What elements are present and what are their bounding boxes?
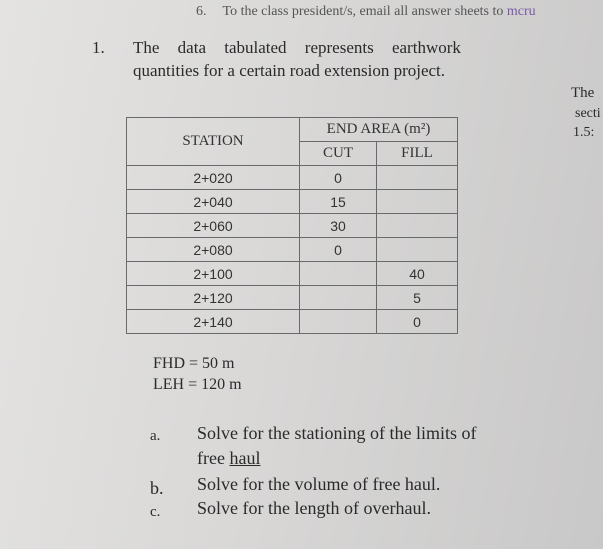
station-cell: 2+060 bbox=[127, 214, 300, 238]
question-text-line2: quantities for a certain road extension project. bbox=[133, 61, 446, 80]
task-a-line2 bbox=[197, 448, 260, 469]
task-a-line2-underlined: haul bbox=[229, 448, 261, 468]
fill-cell: 0 bbox=[377, 310, 458, 334]
table-header-row bbox=[127, 118, 458, 142]
cut-cell: 0 bbox=[300, 238, 377, 262]
cut-cell: 15 bbox=[300, 190, 377, 214]
fill-cell bbox=[377, 238, 458, 262]
cut-cell bbox=[300, 286, 377, 310]
instruction-line bbox=[196, 4, 536, 20]
question-number: 1. bbox=[92, 38, 105, 57]
cut-cell bbox=[300, 262, 377, 286]
fill-cell bbox=[377, 214, 458, 238]
station-cell: 2+120 bbox=[127, 286, 300, 310]
instruction-text: To the class president/s, email all answer sheets to bbox=[222, 4, 507, 19]
fill-header: FILL bbox=[377, 142, 458, 166]
station-cell: 2+140 bbox=[127, 310, 300, 334]
task-c-label: c. bbox=[150, 504, 161, 520]
end-area-header: END AREA (m²) bbox=[300, 118, 458, 142]
station-header: STATION bbox=[127, 118, 300, 166]
task-a-line2-prefix: free bbox=[197, 448, 230, 468]
given-leh: LEH = 120 m bbox=[153, 376, 242, 393]
fill-cell bbox=[377, 166, 458, 190]
task-a-line1: Solve for the stationing of the limits of bbox=[197, 423, 477, 443]
task-c-text: Solve for the length of overhaul. bbox=[197, 498, 431, 518]
side-text-line2: secti bbox=[575, 106, 601, 121]
table-row bbox=[127, 190, 458, 214]
station-cell: 2+040 bbox=[127, 190, 300, 214]
given-fhd: FHD = 50 m bbox=[153, 355, 235, 372]
earthwork-table bbox=[126, 117, 458, 334]
cut-cell: 30 bbox=[300, 214, 377, 238]
station-cell: 2+080 bbox=[127, 238, 300, 262]
cut-header: CUT bbox=[300, 142, 377, 166]
table-row bbox=[127, 214, 458, 238]
fill-cell bbox=[377, 190, 458, 214]
station-cell: 2+100 bbox=[127, 262, 300, 286]
fill-cell: 40 bbox=[377, 262, 458, 286]
task-b-label: b. bbox=[150, 478, 164, 498]
email-link[interactable]: mcru bbox=[506, 4, 536, 19]
table-row bbox=[127, 238, 458, 262]
table-row bbox=[127, 166, 458, 190]
fill-cell: 5 bbox=[377, 286, 458, 310]
task-a-label: a. bbox=[150, 428, 161, 444]
table-row bbox=[127, 286, 458, 310]
task-b-text: Solve for the volume of free haul. bbox=[197, 474, 441, 494]
side-text-line3: 1.5: bbox=[573, 125, 595, 140]
table-row bbox=[127, 262, 458, 286]
side-text-line1: The bbox=[571, 85, 595, 101]
station-cell: 2+020 bbox=[127, 166, 300, 190]
cut-cell: 0 bbox=[300, 166, 377, 190]
cut-cell bbox=[300, 310, 377, 334]
table-row bbox=[127, 310, 458, 334]
question-text-line1: The data tabulated represents earthwork bbox=[133, 38, 461, 57]
instruction-number: 6. bbox=[196, 4, 207, 19]
